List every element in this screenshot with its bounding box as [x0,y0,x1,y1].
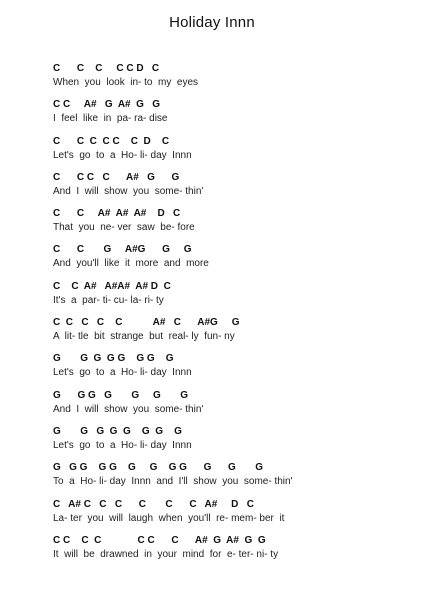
verse-8 [53,317,413,353]
lyric-line: And you'll like it more and more [53,258,209,270]
lyric-line: It will be drawned in your mind for e- ter- ni- ty [53,548,279,560]
lyric-line: La- ter you will laugh when you'll re- mem- ber it [53,512,285,524]
verse-2 [53,99,413,135]
chord-line: C C G A#G G G [53,244,192,256]
lyric-line: Let's go to a Ho- li- day Innn [53,439,192,451]
chord-line: C C C C C C D C [53,135,170,147]
chord-line: C C A# G A# G G [53,99,161,111]
verse-7 [53,281,413,317]
chord-line: C C C C C C C A# G A# G G [53,534,266,546]
chord-line: C C A# A#A# A# D C [53,280,171,292]
verse-10 [53,390,413,426]
chord-line: G G G G G G G [53,389,189,401]
verse-3 [53,136,413,172]
verse-9 [53,353,413,389]
chord-line: C C C C C A# C A#G G [53,317,240,329]
verse-5 [53,208,413,244]
verse-6 [53,244,413,280]
chord-line: C A# C C C C C C A# D C [53,498,254,510]
chord-line: G G G G G G G G [53,353,174,365]
lyric-line: To a Ho- li- day Innn and I'll show you some- thin' [53,476,293,488]
lyric-line: Let's go to a Ho- li- day Innn [53,367,192,379]
verse-12 [53,462,413,498]
lyric-line: When you look in- to my eyes [53,77,199,88]
lyric-line: And I will show you some- thin' [53,185,204,197]
chord-line: G G G G G G G G G G G G [53,462,264,474]
verse-4 [53,172,413,208]
lyric-line: And I will show you some- thin' [53,403,204,415]
verse-14 [53,535,413,571]
chord-line: C C C C C D C [53,63,160,74]
chord-line: C C C C A# G G [53,171,180,183]
verse-11 [53,426,413,462]
lyric-line: Let's go to a Ho- li- day Innn [53,149,192,161]
lyric-line: I feel like in pa- ra- dise [53,113,168,125]
lyric-line: That you ne- ver saw be- fore [53,222,195,234]
verse-1 [53,63,413,99]
chord-line: G G G G G G G G [53,425,182,437]
lyric-line: It's a par- ti- cu- la- ri- ty [53,294,164,306]
verse-list [53,63,413,571]
verse-13 [53,499,413,535]
song-title: Holiday Innn [169,14,255,31]
chord-line: C C A# A# A# D C [53,208,181,220]
lyric-line: A lit- tle bit strange but real- ly fun- ny [53,331,235,343]
